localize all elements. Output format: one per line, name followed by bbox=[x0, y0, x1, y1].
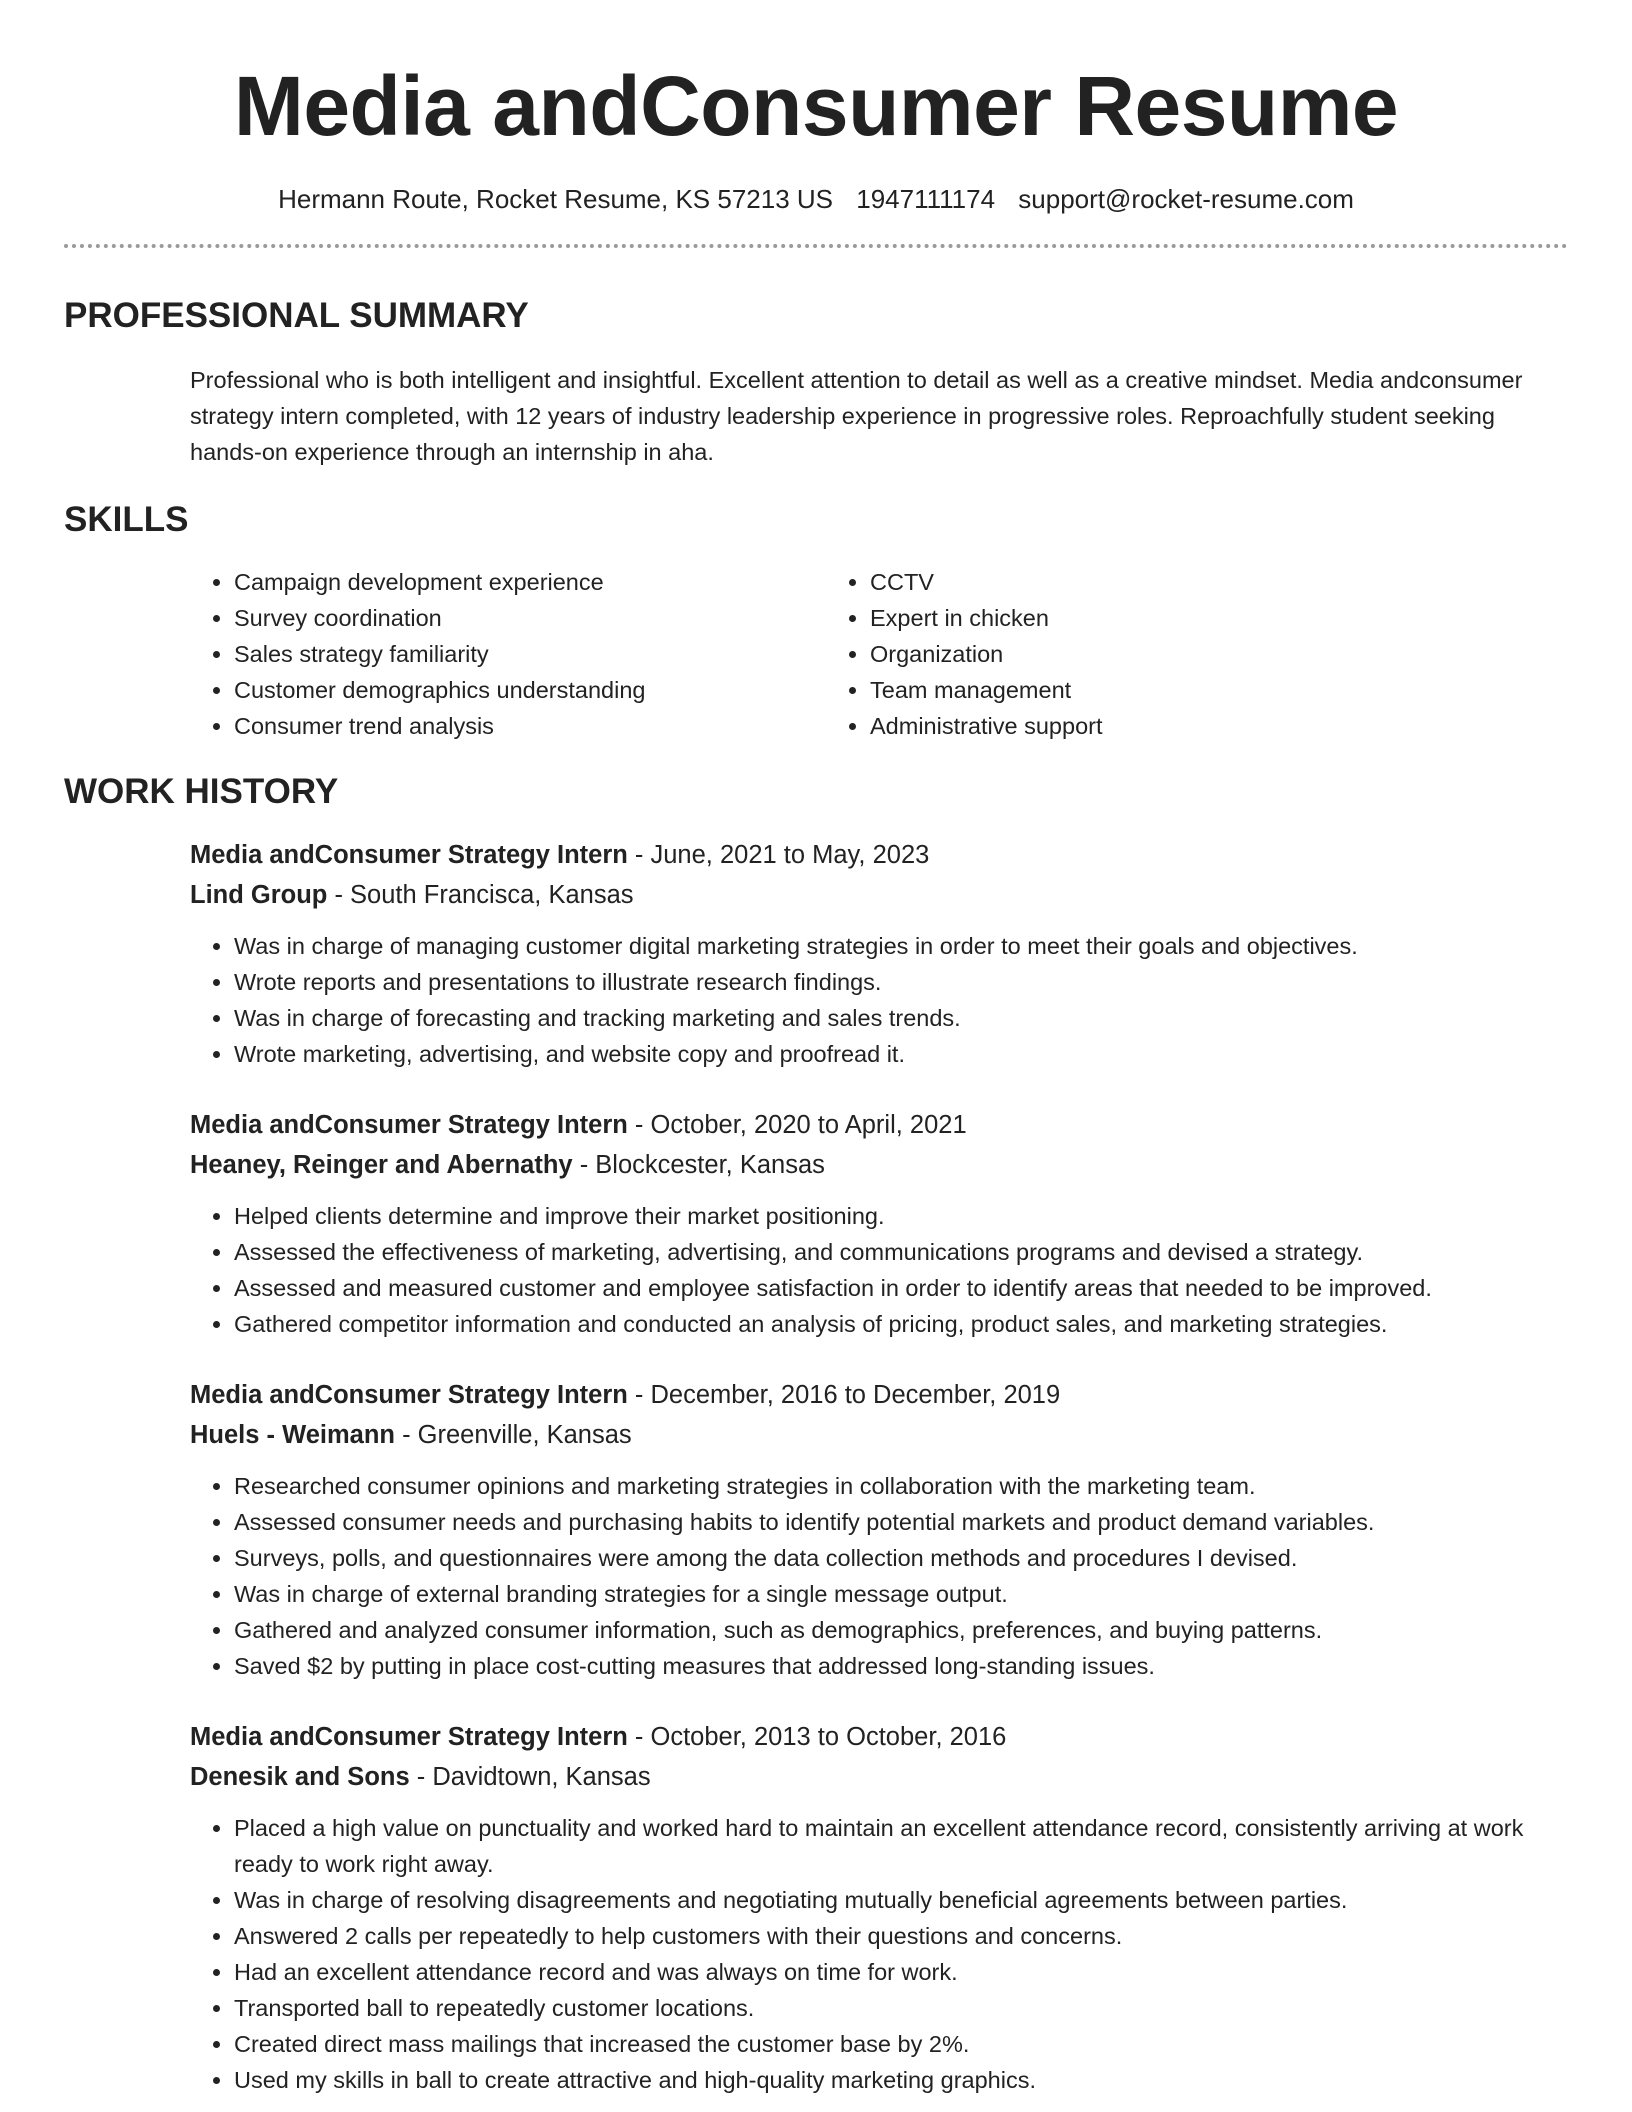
job-company-line bbox=[190, 1416, 1568, 1454]
job-location: - South Francisca, Kansas bbox=[327, 881, 634, 909]
job-bullets bbox=[190, 1468, 1568, 1684]
job-bullet: • Was in charge of resolving disagreements and negotiating mutually beneficial agreements between parties. bbox=[234, 1882, 1568, 1918]
job-entry bbox=[190, 1718, 1568, 2098]
job-bullet: • Answered 2 calls per repeatedly to help customers with their questions and concerns. bbox=[234, 1918, 1568, 1954]
job-bullet: • Used my skills in ball to create attractive and high-quality marketing graphics. bbox=[234, 2062, 1568, 2098]
skill-item: • Administrative support bbox=[870, 708, 1103, 744]
job-title-line bbox=[190, 1718, 1568, 1756]
skills-columns bbox=[190, 564, 1568, 744]
job-bullet: • Placed a high value on punctuality and worked hard to maintain an excellent attendance record, consistently arriving at work ready to work right away. bbox=[234, 1810, 1568, 1882]
job-location: - Davidtown, Kansas bbox=[409, 1763, 651, 1791]
job-bullets bbox=[190, 928, 1568, 1072]
summary-section bbox=[64, 294, 1568, 470]
job-bullet: • Transported ball to repeatedly customer locations. bbox=[234, 1990, 1568, 2026]
job-company-line bbox=[190, 1146, 1568, 1184]
job-title-line bbox=[190, 836, 1568, 874]
skill-item: • Consumer trend analysis bbox=[234, 708, 826, 744]
job-company-line bbox=[190, 876, 1568, 914]
job-bullets bbox=[190, 1198, 1568, 1342]
resume-title: Media andConsumer Resume bbox=[233, 59, 1399, 153]
job-bullet: • Was in charge of forecasting and tracking marketing and sales trends. bbox=[234, 1000, 1568, 1036]
job-bullet: • Wrote marketing, advertising, and website copy and proofread it. bbox=[234, 1036, 1568, 1072]
skill-item: • Team management bbox=[870, 672, 1103, 708]
skill-item: • Sales strategy familiarity bbox=[234, 636, 826, 672]
job-bullet: • Created direct mass mailings that increased the customer base by 2%. bbox=[234, 2026, 1568, 2062]
job-company: Huels - Weimann bbox=[190, 1421, 395, 1449]
skills-list-left bbox=[190, 564, 826, 744]
job-bullet: • Was in charge of managing customer digital marketing strategies in order to meet their goals and objectives. bbox=[234, 928, 1568, 964]
job-dates: - October, 2013 to October, 2016 bbox=[627, 1723, 1007, 1751]
job-title: Media andConsumer Strategy Intern bbox=[190, 1111, 628, 1139]
job-company: Denesik and Sons bbox=[190, 1763, 410, 1791]
job-bullet: • Assessed the effectiveness of marketing, advertising, and communications programs and devised a strategy. bbox=[234, 1234, 1568, 1270]
job-company: Heaney, Reinger and Abernathy bbox=[190, 1151, 573, 1179]
job-entry bbox=[190, 1106, 1568, 1342]
job-dates: - October, 2020 to April, 2021 bbox=[627, 1111, 967, 1139]
job-location: - Blockcester, Kansas bbox=[572, 1151, 825, 1179]
work-heading: WORK HISTORY bbox=[64, 772, 339, 811]
skill-item: • Survey coordination bbox=[234, 600, 826, 636]
job-title-line bbox=[190, 1106, 1568, 1144]
job-location: - Greenville, Kansas bbox=[394, 1421, 632, 1449]
summary-text: Professional who is both intelligent and insightful. Excellent attention to detail as well as a creative mindset. Media andconsumer strategy intern completed, with 12 years of industry leadership experience in progressive roles. Reproachfully student seeking hands-on experience through an internship in aha. bbox=[190, 367, 1523, 465]
summary-heading: PROFESSIONAL SUMMARY bbox=[64, 296, 529, 335]
skills-list-right bbox=[826, 564, 1103, 744]
contact-line bbox=[64, 182, 1568, 216]
skill-item: • Campaign development experience bbox=[234, 564, 826, 600]
skills-section bbox=[64, 498, 1568, 744]
skill-item: • Expert in chicken bbox=[870, 600, 1103, 636]
skill-item: • Customer demographics understanding bbox=[234, 672, 826, 708]
skill-item: • Organization bbox=[870, 636, 1103, 672]
job-bullet: • Was in charge of external branding strategies for a single message output. bbox=[234, 1576, 1568, 1612]
job-entry bbox=[190, 836, 1568, 1072]
job-bullet: • Gathered and analyzed consumer information, such as demographics, preferences, and buying patterns. bbox=[234, 1612, 1568, 1648]
job-bullet: • Surveys, polls, and questionnaires were among the data collection methods and procedures I devised. bbox=[234, 1540, 1568, 1576]
job-company-line bbox=[190, 1758, 1568, 1796]
header-divider bbox=[64, 244, 1568, 248]
job-title: Media andConsumer Strategy Intern bbox=[190, 841, 628, 869]
job-dates: - December, 2016 to December, 2019 bbox=[627, 1381, 1061, 1409]
job-title: Media andConsumer Strategy Intern bbox=[190, 1723, 628, 1751]
job-bullet: • Gathered competitor information and conducted an analysis of pricing, product sales, and marketing strategies. bbox=[234, 1306, 1568, 1342]
work-section bbox=[64, 770, 1568, 2098]
job-title: Media andConsumer Strategy Intern bbox=[190, 1381, 628, 1409]
job-dates: - June, 2021 to May, 2023 bbox=[627, 841, 930, 869]
job-company: Lind Group bbox=[190, 881, 328, 909]
job-entry bbox=[190, 1376, 1568, 1684]
job-bullet: • Saved $2 by putting in place cost-cutting measures that addressed long-standing issues. bbox=[234, 1648, 1568, 1684]
job-bullet: • Had an excellent attendance record and was always on time for work. bbox=[234, 1954, 1568, 1990]
job-bullets bbox=[190, 1810, 1568, 2098]
job-bullet: • Assessed consumer needs and purchasing habits to identify potential markets and product demand variables. bbox=[234, 1504, 1568, 1540]
contact-email: support@rocket-resume.com bbox=[1018, 184, 1354, 214]
contact-address: Hermann Route, Rocket Resume, KS 57213 US bbox=[278, 184, 834, 214]
job-bullet: • Wrote reports and presentations to illustrate research findings. bbox=[234, 964, 1568, 1000]
job-bullet: • Assessed and measured customer and employee satisfaction in order to identify areas that needed to be improved. bbox=[234, 1270, 1568, 1306]
skills-heading: SKILLS bbox=[64, 500, 189, 539]
job-bullet: • Helped clients determine and improve their market positioning. bbox=[234, 1198, 1568, 1234]
contact-phone: 1947111174 bbox=[856, 184, 996, 214]
job-bullet: • Researched consumer opinions and marketing strategies in collaboration with the marketing team. bbox=[234, 1468, 1568, 1504]
skill-item: • CCTV bbox=[870, 564, 1103, 600]
job-title-line bbox=[190, 1376, 1568, 1414]
